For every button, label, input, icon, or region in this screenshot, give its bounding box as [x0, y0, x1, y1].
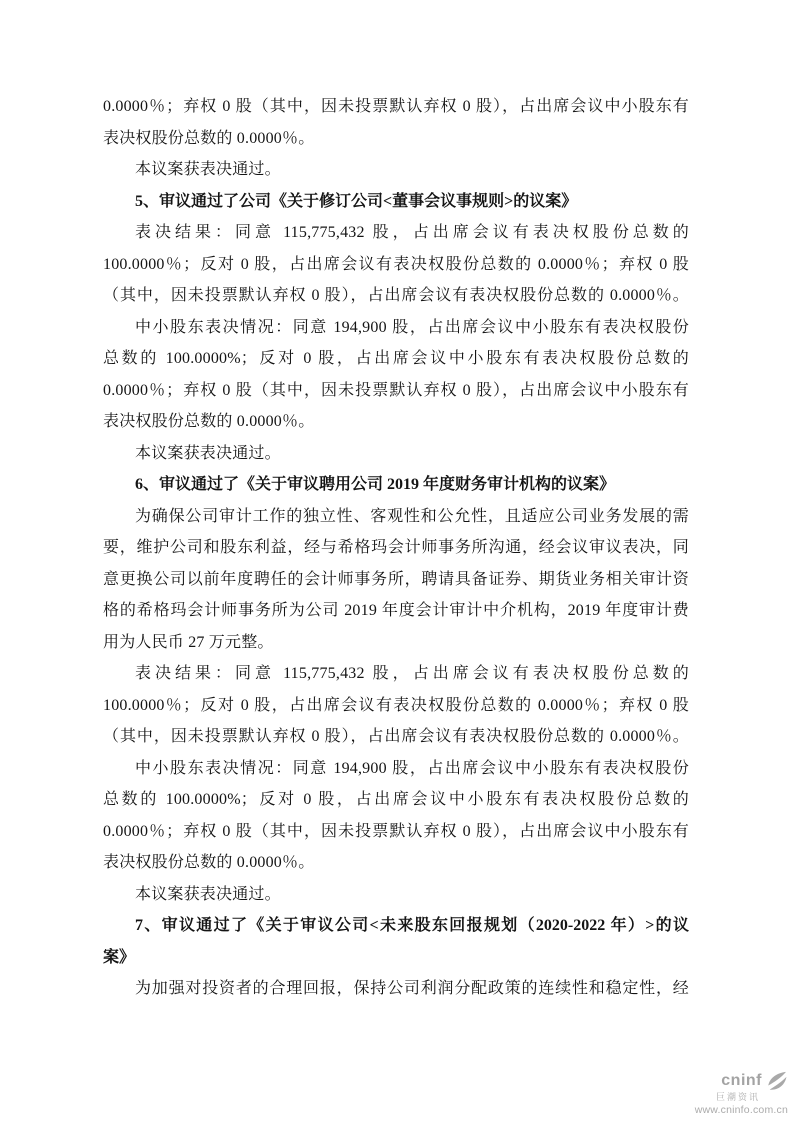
paragraph-line: 0.0000％；弃权 0 股（其中，因未投票默认弃权 0 股），占出席会议中小股东有: [103, 98, 689, 115]
cninfo-logo: [668, 1071, 788, 1116]
paragraph-line: 为加强对投资者的合理回报，保持公司利润分配政策的连续性和稳定性，经: [135, 980, 689, 997]
paragraph-line: 表决权股份总数的 0.0000％。: [103, 854, 315, 871]
paragraph-line: 100.0000％；反对 0 股，占出席会议有表决权股份总数的 0.0000％；弃权 0 股: [103, 696, 689, 714]
paragraph-line: （其中，因未投票默认弃权 0 股），占出席会议有表决权股份总数的 0.0000％。: [103, 728, 689, 745]
heading-proposal-7-cont: 案》: [103, 948, 136, 966]
paragraph-line: 用为人民币 27 万元整。: [103, 633, 274, 651]
paragraph-line: 中小股东表决情况：同意 194,900 股，占出席会议中小股东有表决权股份: [135, 759, 689, 777]
paragraph-line: 要，维护公司和股东利益，经与希格玛会计师事务所沟通，经会议审议表决，同: [103, 539, 689, 556]
paragraph-line: 表决结果：同意 115,775,432 股，占出席会议有表决权股份总数的: [135, 224, 689, 241]
heading-proposal-7: 7、审议通过了《关于审议公司<未来股东回报规划（2020-2022 年）>的议: [135, 917, 689, 934]
paragraph-line: 本议案获表决通过。: [135, 885, 281, 903]
paragraph-line: 格的希格玛会计师事务所为公司 2019 年度会计审计中介机构，2019 年度审计费: [103, 602, 689, 619]
heading-proposal-6: 6、审议通过了《关于审议聘用公司 2019 年度财务审计机构的议案》: [135, 476, 616, 493]
paragraph-line: 本议案获表决通过。: [135, 161, 281, 178]
paragraph-line: 意更换公司以前年度聘任的会计师事务所，聘请具备证券、期货业务相关审计资: [103, 570, 689, 588]
paragraph-line: 中小股东表决情况：同意 194,900 股，占出席会议中小股东有表决权股份: [135, 318, 689, 336]
paragraph-line: 100.0000％；反对 0 股，占出席会议有表决权股份总数的 0.0000％；弃权 0 股: [103, 255, 689, 273]
paragraph-line: 总数的 100.0000%；反对 0 股，占出席会议中小股东有表决权股份总数的: [103, 350, 689, 367]
heading-proposal-5: 5、审议通过了公司《关于修订公司<董事会议事规则>的议案》: [135, 192, 578, 210]
paragraph-line: 0.0000％；弃权 0 股（其中，因未投票默认弃权 0 股），占出席会议中小股东有: [103, 822, 689, 840]
document-body: [103, 91, 689, 1005]
paragraph-line: 总数的 100.0000%；反对 0 股，占出席会议中小股东有表决权股份总数的: [103, 791, 689, 808]
cninfo-chinese-name: 巨潮资讯: [715, 1092, 760, 1102]
cninfo-url: www.cninfo.com.cn: [694, 1104, 788, 1116]
paragraph-line: 0.0000％；弃权 0 股（其中，因未投票默认弃权 0 股），占出席会议中小股东有: [103, 381, 689, 399]
paragraph-line: 为确保公司审计工作的独立性、客观性和公允性，且适应公司业务发展的需: [135, 507, 689, 525]
cninfo-swirl-icon: [764, 1071, 788, 1091]
paragraph-line: 本议案获表决通过。: [135, 444, 281, 462]
paragraph-line: 表决权股份总数的 0.0000％。: [103, 129, 315, 147]
paragraph-line: 表决权股份总数的 0.0000％。: [103, 413, 315, 430]
paragraph-line: （其中，因未投票默认弃权 0 股），占出席会议有表决权股份总数的 0.0000％。: [103, 287, 689, 304]
paragraph-line: 表决结果：同意 115,775,432 股，占出席会议有表决权股份总数的: [135, 665, 689, 682]
cninfo-brand-text: cninf: [721, 1072, 762, 1089]
